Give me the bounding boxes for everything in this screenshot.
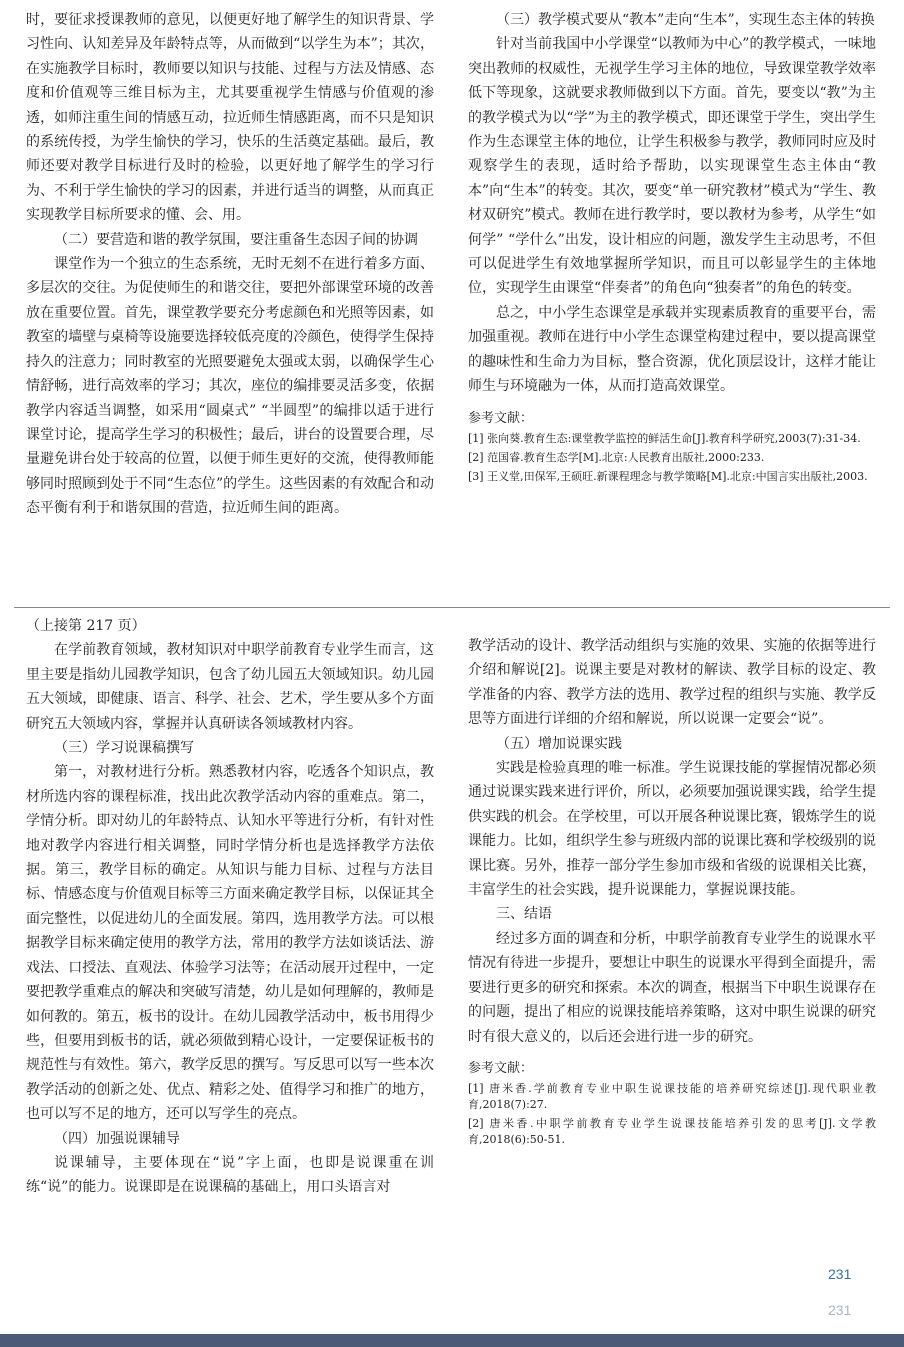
paragraph: 课堂作为一个独立的生态系统，无时无刻不在进行着多方面、多层次的交往。为促使师生的和谐交往，要把外部课堂环境的改善放在重要位置。首先，课堂教学要充分考虑颜色和光照等因素，如教室的墙壁与桌椅等设施要选择较低亮度的冷颜色，使得学生保持持久的注意力；同时教室的光照要避免太强或太弱，以确保学生心情舒畅，进行高效率的学习；其次，座位的编排要灵活多变，依据教学内容适当调整，如采用“圆桌式” “半圆型”的编排以适于进行课堂讨论，提高学生学习的积极性；最后，讲台的设置要合理，尽量避免讲台处于较高的位置，以便于师生更好的交流，使得教师能够同时照顾到处于不同“生态位”的学生。这些因素的有效配合和动态平衡有利于和谐氛围的营造，拉近师生间的距离。 bbox=[26, 256, 434, 517]
paragraph: 针对当前我国中小学课堂“以教师为中心”的教学模式，一味地突出教师的权威性，无视学生学习主体的地位，导致课堂教学效率低下等现象，这就要求教师做到以下方面。首先，要变以“教”为主的教学模式为以“学”为主的教学模式，即还课堂于学生，突出学生作为生态课堂主体的地位，让学生积极参与教学，教师同时应及时观察学生的表现，适时给予帮助，以实现课堂生态主体由“教本”向“生本”的转变。其次，要变“单一研究教材”模式为“学生、教材双研究”模式。教师在进行教学时，要以教材为参考，从学生“如何学” “学什么”出发，设计相应的问题，激发学生主动思考，不但可以促进学生有效地掌握所学知识，而且可以彰显学生的主体地位，实现学生由课堂“伴奏者”的角色向“独奏者”的角色的转变。 bbox=[468, 36, 876, 297]
paragraph-continued: 教学活动的设计、教学活动组织与实施的效果、实施的依据等进行介绍和解说[2]。说课主要是对教材的解读、教学目标的设定、教学准备的内容、教学方法的选用、教学过程的组织与实施、教学反思等方面进行详细的介绍和解说，所以说课一定要会“说”。 bbox=[468, 638, 876, 728]
paragraph: 说课辅导，主要体现在“说”字上面，也即是说课重在训练“说”的能力。说课即是在说课稿的基础上，用口头语言对 bbox=[26, 1154, 434, 1196]
section-heading: （三）教学模式要从“教本”走向“生本”，实现生态主体的转换 bbox=[496, 12, 875, 28]
references-title: 参考文献： bbox=[468, 410, 534, 426]
bottom-left-column bbox=[26, 614, 434, 1200]
footer-bar bbox=[0, 1334, 904, 1347]
paragraph: 总之，中小学生态课堂是承载并实现素质教育的重要平台，需加强重视。教师在进行中小学生态课堂构建过程中，要以提高课堂的趣味性和生命力为目标，整合资源，优化顶层设计，这样才能让师生与环境融为一体，从而打造高效课堂。 bbox=[468, 304, 876, 395]
reference-entry: [2] 唐米香.中职学前教育专业学生说课技能培养引发的思考[J].文学教育,2018(6):50-51. bbox=[468, 1117, 876, 1147]
paragraph: 在学前教育领域，教材知识对中职学前教育专业学生而言，这里主要是指幼儿园教学知识，包含了幼儿园五大领域知识。幼儿园五大领域，即健康、语言、科学、社会、艺术，学生要从多个方面研究五大领域内容，掌握并认真研读各领域教材内容。 bbox=[26, 642, 434, 732]
section-heading: （五）增加说课实践 bbox=[496, 735, 622, 752]
section-heading: 三、结语 bbox=[496, 906, 552, 923]
bottom-right-column bbox=[468, 634, 876, 1151]
reference-entry: [1] 唐米香.学前教育专业中职生说课技能的培养研究综述[J].现代职业教育,2018(7):27. bbox=[468, 1082, 876, 1112]
section-heading: （三）学习说课稿撰写 bbox=[54, 740, 194, 757]
reference-entry: [1] 张向葵.教育生态:课堂教学监控的鲜活生命[J].教育科学研究,2003(7):31-34. bbox=[468, 431, 861, 445]
top-right-column bbox=[468, 8, 876, 488]
references-title: 参考文献： bbox=[468, 1060, 534, 1076]
paragraph-continued: （上接第 217 页） bbox=[26, 618, 146, 634]
section-heading: （二）要营造和谐的教学氛围，要注重备生态因子间的协调 bbox=[54, 231, 418, 248]
paragraph: 实践是检验真理的唯一标准。学生说课技能的掌握情况都必须通过说课实践来进行评价，所以，必须要加强说课实践，给学生提供实践的机会。在学校里，可以开展各种说课比赛，锻炼学生的说课能力。比如，组织学生参与班级内部的说课比赛和学校级别的说课比赛。另外，推荐一部分学生参加市级和省级的说课相关比赛，丰富学生的社会实践，提升说课能力，掌握说课技能。 bbox=[468, 760, 876, 899]
page-number-shadow: 231 bbox=[828, 1302, 852, 1318]
section-heading: （四）加强说课辅导 bbox=[54, 1130, 180, 1147]
page-number: 231 bbox=[828, 1266, 852, 1282]
paragraph: 经过多方面的调查和分析，中职学前教育专业学生的说课水平情况有待进一步提升，要想让中职生的说课水平得到全面提升，需要进行更多的研究和探索。本次的调查，根据当下中职生说课存在的问题，提出了相应的说课技能培养策略，这对中职生说课的研究时有很大意义的，以后还会进行进一步的研究。 bbox=[468, 930, 876, 1045]
reference-entry: [2] 范国睿.教育生态学[M].北京:人民教育出版社,2000:233. bbox=[468, 450, 765, 464]
section-divider bbox=[14, 607, 890, 608]
top-left-column bbox=[26, 8, 434, 521]
paragraph: 第一，对教材进行分析。熟悉教材内容，吃透各个知识点，教材所选内容的课程标准，找出此次教学活动内容的重难点。第二，学情分析。即对幼儿的年龄特点、认知水平等进行分析，有针对性地对教学内容进行相关调整，同时学情分析也是选择教学方法依据。第三，教学目标的确定。从知识与能力目标、过程与方法目标、情感态度与价值观目标等三方面来确定教学目标，以保证其全面完整性，以促进幼儿的全面发展。第四，选用教学方法。可以根据教学目标来确定使用的教学方法，常用的教学方法如谈话法、游戏法、口授法、直观法、体验学习法等；在活动展开过程中，一定要把教学重难点的解决和突破写清楚，幼儿是如何理解的，教师是如何教的。第五，板书的设计。在幼儿园教学活动中，板书用得少些，但要用到板书的话，就必须做到精心设计，一定要保证板书的规范性与有效性。第六，教学反思的撰写。写反思可以写一些本次教学活动的创新之处、优点、精彩之处、值得学习和推广的地方，也可以写不足的地方，还可以写学生的亮点。 bbox=[26, 764, 434, 1123]
reference-entry: [3] 王义堂,田保军,王硕旺.新课程理念与教学策略[M].北京:中国言实出版社,2003. bbox=[468, 469, 868, 483]
paragraph-continued: 时，要征求授课教师的意见，以便更好地了解学生的知识背景、学习性向、认知差异及年龄特点等，从而做到“以学生为本”；其次，在实施教学目标时，教师要以知识与技能、过程与方法及情感、态度和价值观等三维目标为主，尤其要重视学生情感与价值观的渗透，如师注重生间的情感互动，拉近师生情感距离，而不只是知识的系统传授，为学生愉快的学习，快乐的生活奠定基础。最后，教师还要对教学目标进行及时的检验，以更好地了解学生的学习行为、不利于学生愉快的学习的因素，并进行适当的调整，从而真正实现教学目标所要求的懂、会、用。 bbox=[26, 12, 434, 224]
